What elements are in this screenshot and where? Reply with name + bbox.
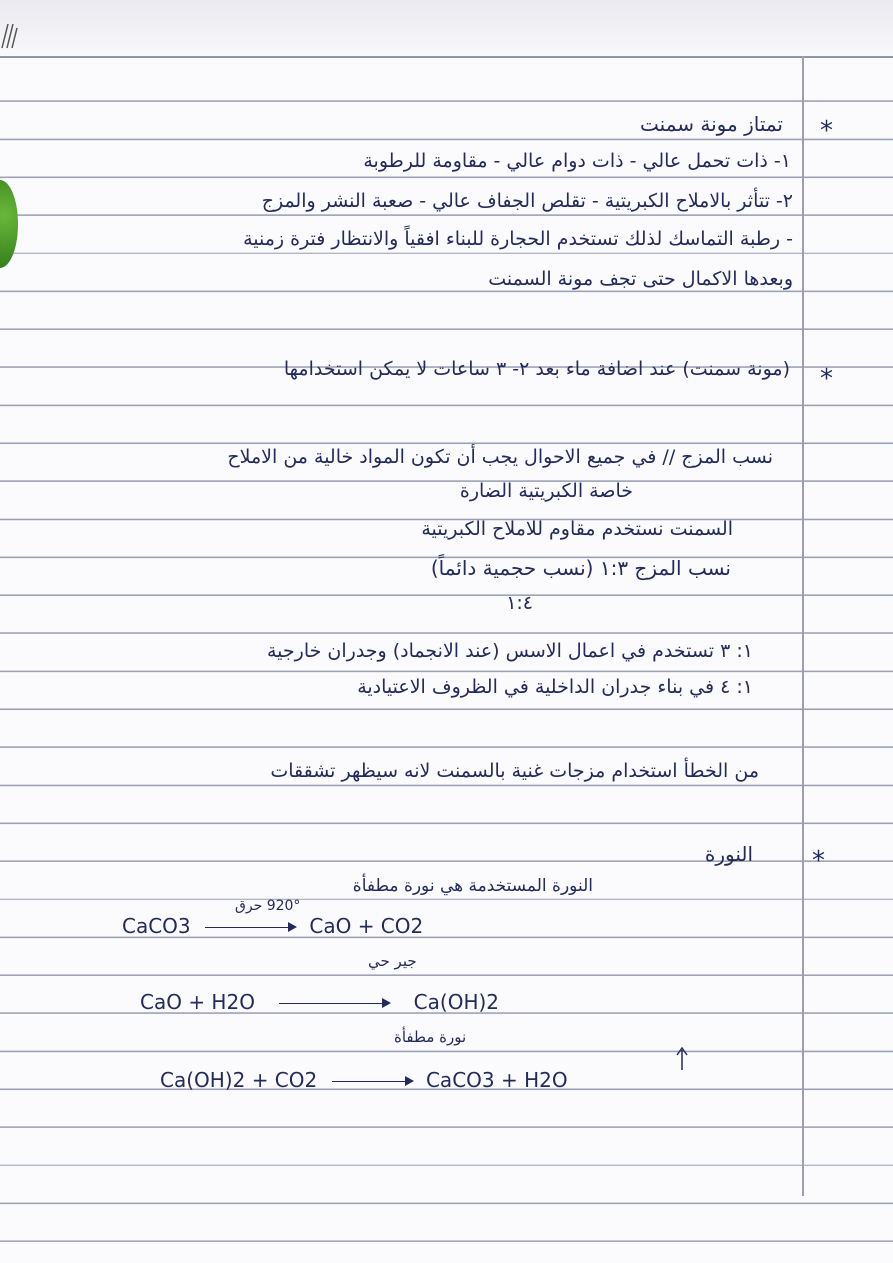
text-line: (مونة سمنت) عند اضافة ماء بعد ٢- ٣ ساعات لا يمكن استخدامها (283, 358, 790, 380)
notebook-top-edge (0, 0, 893, 58)
text-line: ١: ٣ تستخدم في اعمال الاسس (عند الانجماد) وجدران خارجية (267, 640, 753, 662)
bullet-star: * (820, 364, 833, 394)
equation-3-left: Ca(OH)2 + CO2 (160, 1068, 318, 1092)
text-line: النورة المستخدمة هي نورة مطفأة (352, 876, 593, 896)
text-line: ١: ٤ في بناء جدران الداخلية في الظروف الاعتيادية (357, 676, 753, 698)
text-line: ١- ذات تحمل عالي - ذات دوام عالي - مقاومة للرطوبة (363, 150, 791, 172)
text-line: - رطبة التماسك لذلك تستخدم الحجارة للبناء افقياً والانتظار فترة زمنية (243, 228, 793, 250)
equation-1 (122, 914, 423, 938)
reaction-arrow-icon (332, 1081, 412, 1082)
equation-3-right: CaCO3 + H2O (425, 1068, 568, 1092)
equation-2-left: CaO + H2O (140, 990, 255, 1014)
text-line: السمنت نستخدم مقاوم للاملاح الكبريتية (421, 518, 733, 540)
text-line: وبعدها الاكمال حتى تجف مونة السمنت (488, 268, 793, 290)
text-line: نسب المزج ١:٣ (نسب حجمية دائماً) (430, 556, 731, 580)
text-line: من الخطأ استخدام مزجات غنية بالسمنت لانه سيظهر تشققات (270, 760, 759, 782)
text-line: ١:٤ (506, 592, 533, 614)
text-line: نسب المزج // في جميع الاحوال يجب أن تكون المواد خالية من الاملاح (227, 446, 773, 468)
reaction-arrow-icon (279, 1003, 389, 1004)
equation-1-right: CaO + CO2 (309, 914, 424, 938)
equation-1-condition: 920° حرق (235, 898, 301, 914)
equation-2-right: Ca(OH)2 (413, 990, 500, 1014)
bullet-star: * (820, 116, 833, 146)
equation-2 (140, 990, 499, 1014)
equation-2-note: نورة مطفأة (394, 1028, 467, 1046)
equation-1-left: CaCO3 (122, 914, 191, 938)
reaction-arrow-icon (205, 927, 295, 928)
leaf-decoration-icon (0, 180, 18, 268)
text-line: خاصة الكبريتية الضارة (459, 480, 633, 502)
gas-up-arrow-icon (676, 1046, 688, 1070)
bullet-star: * (812, 846, 825, 876)
heading-lime: النورة (704, 842, 753, 866)
heading-cement-mortar: تمتاز مونة سمنت (640, 112, 783, 136)
margin-line (802, 56, 804, 1196)
equation-1-note: جير حي (368, 952, 417, 970)
text-line: ٢- تتأثر بالاملاح الكبريتية - تقلص الجفاف عالي - صعبة النشر والمزج (261, 190, 793, 212)
equation-3 (160, 1068, 568, 1092)
spiral-binding-icon (0, 20, 18, 50)
